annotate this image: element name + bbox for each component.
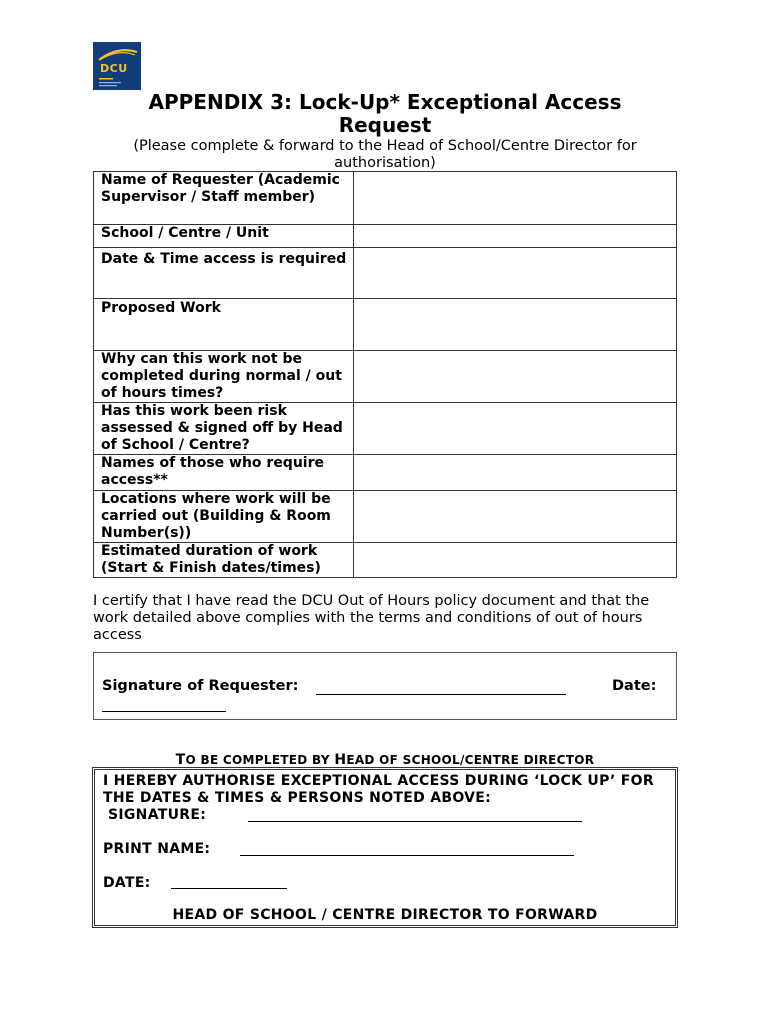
- print-name-line[interactable]: [240, 855, 574, 856]
- form-row-field[interactable]: [354, 248, 677, 299]
- forward-instruction: HEAD OF SCHOOL / CENTRE DIRECTOR TO FORWARD: [172, 907, 598, 923]
- head-signature-line[interactable]: [248, 821, 582, 822]
- form-row-label: Proposed Work: [94, 299, 354, 351]
- form-row-label: Locations where work will be carried out (Building & Room Number(s)): [94, 491, 354, 543]
- form-row-field[interactable]: [354, 172, 677, 225]
- head-signature-label: SIGNATURE:: [108, 807, 207, 823]
- form-row-field[interactable]: [354, 455, 677, 491]
- form-row-field[interactable]: [354, 351, 677, 403]
- authorisation-statement: I HEREBY AUTHORISE EXCEPTIONAL ACCESS DURING ‘LOCK UP’ FOR THE DATES & TIMES & PERSONS NOTED ABOVE:: [103, 773, 654, 806]
- form-row: [94, 248, 677, 299]
- date-label: Date:: [612, 678, 657, 694]
- signature-line[interactable]: [316, 694, 566, 695]
- certification-statement: I certify that I have read the DCU Out of Hours policy document and that the work detailed above complies with the terms and conditions of out of hours access: [93, 593, 650, 643]
- form-row: [94, 455, 677, 491]
- form-row: [94, 403, 677, 455]
- page-subtitle: (Please complete & forward to the Head of School/Centre Director for authorisation): [133, 138, 637, 171]
- dcu-logo: [93, 42, 141, 90]
- form-row: [94, 225, 677, 248]
- page-title: APPENDIX 3: Lock-Up* Exceptional Access Request: [148, 90, 622, 137]
- form-row-label: Name of Requester (Academic Supervisor / Staff member): [94, 172, 354, 225]
- date-line[interactable]: [102, 711, 226, 712]
- head-date-line[interactable]: [171, 888, 287, 889]
- form-row-label: Estimated duration of work (Start & Finish dates/times): [94, 543, 354, 578]
- form-row: [94, 299, 677, 351]
- form-row-field[interactable]: [354, 225, 677, 248]
- title-initial: H: [334, 752, 347, 768]
- form-row-field[interactable]: [354, 299, 677, 351]
- form-row-label: Why can this work not be completed during normal / out of hours times?: [94, 351, 354, 403]
- form-row-field[interactable]: [354, 543, 677, 578]
- logo-text: DCU: [100, 62, 128, 75]
- form-row-label: School / Centre / Unit: [94, 225, 354, 248]
- title-part: O BE COMPLETED BY: [185, 753, 335, 767]
- signature-label: Signature of Requester:: [102, 678, 299, 694]
- form-row-field[interactable]: [354, 491, 677, 543]
- requester-signature-box: [93, 652, 677, 720]
- form-row: [94, 491, 677, 543]
- request-form-table: [93, 171, 677, 578]
- head-section-title: [93, 752, 677, 768]
- authorisation-box: [92, 767, 678, 928]
- title-part: EAD OF SCHOOL/CENTRE DIRECTOR: [346, 753, 595, 767]
- form-row-label: Names of those who require access**: [94, 455, 354, 491]
- form-row: [94, 351, 677, 403]
- head-date-label: DATE:: [103, 875, 151, 891]
- title-initial: T: [175, 752, 186, 768]
- print-name-label: PRINT NAME:: [103, 841, 211, 857]
- form-row-label: Has this work been risk assessed & signed off by Head of School / Centre?: [94, 403, 354, 455]
- form-row-field[interactable]: [354, 403, 677, 455]
- form-row-label: Date & Time access is required: [94, 248, 354, 299]
- form-row: [94, 543, 677, 578]
- form-row: [94, 172, 677, 225]
